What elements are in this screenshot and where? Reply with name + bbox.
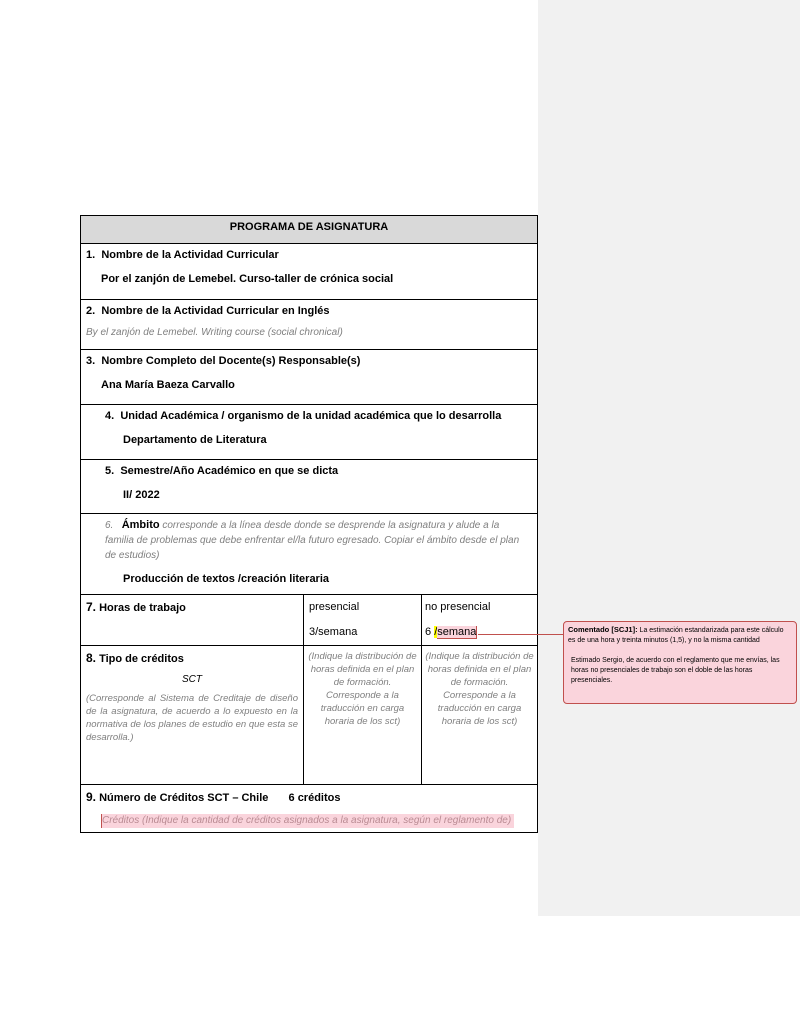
section-title: Número de Créditos SCT – Chile <box>99 792 269 804</box>
credit-presencial-cell <box>304 646 422 785</box>
col-presencial: presencial <box>309 601 360 613</box>
section-6 <box>81 514 538 595</box>
section-number: 5. <box>105 465 115 477</box>
hours-no-presencial-cell <box>422 595 538 646</box>
comment-anchor[interactable]: semana <box>437 626 477 638</box>
section-title: Ámbito <box>121 519 160 531</box>
section-number: 1. <box>86 249 96 261</box>
comment-text-2: Estimado Sergio, de acuerdo con el reglamento que me envías, las horas no presenciales de trabajo son el doble de las horas presenciales. <box>571 657 780 684</box>
section-number: 2. <box>86 305 96 317</box>
credit-no-presencial-cell <box>422 646 538 785</box>
scope-value: Producción de textos /creación literaria <box>123 573 330 585</box>
section-title: Nombre Completo del Docente(s) Responsable(s) <box>101 355 361 367</box>
section-3 <box>81 350 538 405</box>
section-number: 3. <box>86 355 96 367</box>
credit-type-description: (Corresponde al Sistema de Creditaje de diseño de la asignatura, de acuerdo a lo expuesto en la normativa de los planes de estudio en que esta se desarrolla.) <box>86 693 298 743</box>
activity-name-english: By el zanjón de Lemebel. Writing course (social chronical) <box>86 327 343 338</box>
section-title: Horas de trabajo <box>99 602 186 614</box>
section-title: Nombre de la Actividad Curricular <box>101 249 279 261</box>
section-number: 6. <box>105 520 114 531</box>
hours-number: 6 <box>425 626 435 638</box>
program-table <box>80 215 538 833</box>
section-2 <box>81 300 538 350</box>
col-no-presencial: no presencial <box>425 601 491 613</box>
comment-author: Comentado [SCJ1]: <box>568 625 638 634</box>
hours-no-presencial-value[interactable] <box>422 615 537 640</box>
highlighted-slash: / <box>434 626 438 638</box>
credits-description: Créditos (Indique la cantidad de créditos asignados a la asignatura, según el reglamento de) <box>101 814 514 828</box>
hours-presencial-cell <box>304 595 422 646</box>
credit-no-presencial-description: (Indique la distribución de horas definida en el plan de formación. Corresponde a la traducción en carga horaria de los sct) <box>425 651 534 727</box>
section-title: Semestre/Año Académico en que se dicta <box>120 465 339 477</box>
section-5 <box>81 460 538 514</box>
section-1 <box>81 244 538 300</box>
section-title: Unidad Académica / organismo de la unidad académica que lo desarrolla <box>120 410 502 422</box>
credit-presencial-description: (Indique la distribución de horas definida en el plan de formación. Corresponde a la traducción en carga horaria de los sct) <box>308 651 417 727</box>
section-number: 9. <box>86 790 97 804</box>
section-4 <box>81 405 538 460</box>
semester-year: II/ 2022 <box>123 489 160 501</box>
credit-type-value: SCT <box>182 674 202 685</box>
comment-text-1: La estimación estandarizada para este cálculo es de una hora y treinta minutos (1,5), y no la misma cantidad <box>568 627 784 644</box>
comment-margin-pane <box>538 0 800 916</box>
section-number: 7. <box>86 600 97 614</box>
section-title: Nombre de la Actividad Curricular en Inglés <box>101 305 330 317</box>
credits-value: 6 créditos <box>288 792 341 804</box>
hours-presencial-value: 3/semana <box>309 626 358 638</box>
academic-unit: Departamento de Literatura <box>123 434 267 446</box>
teacher-name: Ana María Baeza Carvallo <box>101 379 235 391</box>
activity-name: Por el zanjón de Lemebel. Curso-taller de crónica social <box>101 273 394 285</box>
section-8 <box>81 646 304 785</box>
scope-description: corresponde a la línea desde donde se desprende la asignatura y alude a la familia de problemas que debe enfrentar el/la futuro egresado. Copiar el ámbito desde el plan de estudios) <box>105 520 520 561</box>
comment-balloon[interactable] <box>563 621 797 704</box>
section-number: 8. <box>86 651 97 665</box>
comment-connector-line <box>478 634 563 635</box>
table-header <box>81 216 538 244</box>
section-title: Tipo de créditos <box>99 653 184 665</box>
section-number: 4. <box>105 410 115 422</box>
section-7 <box>81 595 304 646</box>
table-title: PROGRAMA DE ASIGNATURA <box>229 221 389 233</box>
